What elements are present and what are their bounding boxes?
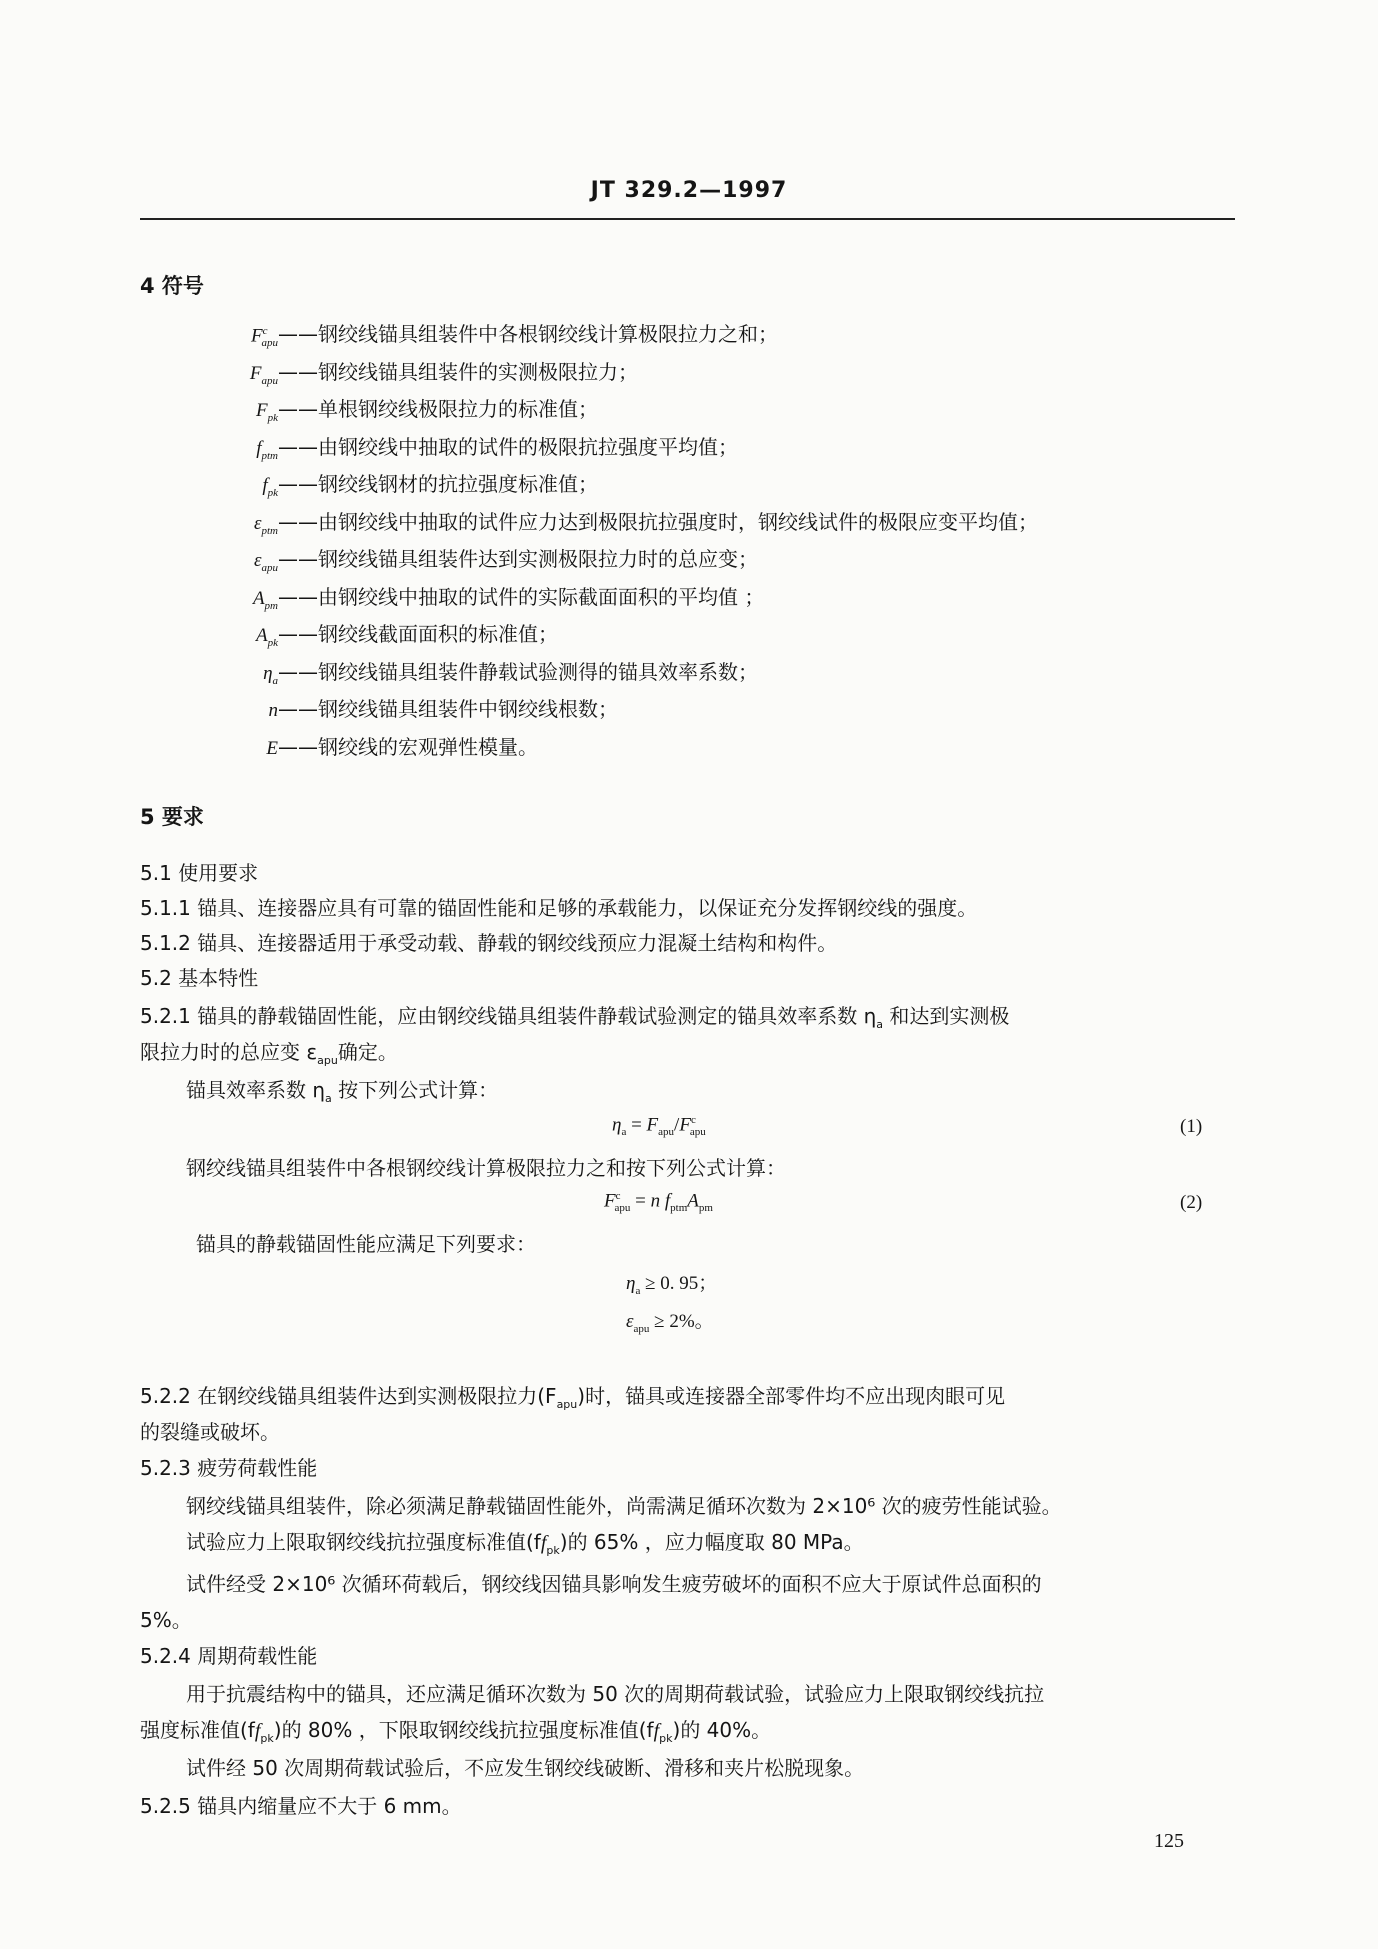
symbol-row [140,618,558,649]
equation-2: $F^c_{apu} = n$ $f_{ptm}A_{pm}$ [604,1190,713,1215]
symbol-description: ——钢绞线锚具组装件的实测极限拉力； [278,359,638,384]
symbol-description: ——由钢绞线中抽取的试件应力达到极限抗拉强度时，钢绞线试件的极限应变平均值； [278,509,1038,534]
clause-5-2-1-line1: 5.2.1 锚具的静载锚固性能，应由钢绞线锚具组装件静载试验测定的锚具效率系数 $\eta_a$ 和达到实测极 [140,1004,1010,1031]
clause-5-2-5: 5.2.5 锚具内缩量应不大于 6 mm。 [140,1794,462,1818]
header-rule [140,218,1235,220]
symbol-term: $A_{pk}$ [256,625,278,649]
symbol-row [140,543,758,574]
clause-5-2-4-para1: 用于抗震结构中的锚具，还应满足循环次数为 50 次的周期荷载试验，试验应力上限取钢绞线抗拉 [186,1682,1045,1706]
clause-5-1-2: 5.1.2 锚具、连接器适用于承受动载、静载的钢绞线预应力混凝土结构和构件。 [140,931,838,955]
symbol-term: $F_{pk}$ [256,400,278,424]
standard-code-header: JT 329.2—1997 [590,178,788,203]
symbol-row [140,581,764,612]
clause-5-2-3-para2: 试验应力上限取钢绞线抗拉强度标准值$(ff_{pk})$的 65% ，应力幅度取 80 MPa。 [186,1530,864,1557]
symbol-description: ——单根钢绞线极限拉力的标准值； [278,397,598,421]
section-5-title: 5 要求 [140,805,204,829]
clause-5-2-1-line2: 限拉力时的总应变 $\varepsilon_{apu}$确定。 [140,1040,398,1067]
symbol-term: $F^c_{apu}$ [251,324,278,349]
symbol-description: ——由钢绞线中抽取的试件的极限抗拉强度平均值； [278,434,738,459]
symbol-description: ——钢绞线钢材的抗拉强度标准值； [278,472,598,496]
symbol-description: ——钢绞线的宏观弹性模量。 [278,734,538,759]
symbol-term: $F_{apu}$ [249,362,278,387]
clause-5-2-4: 5.2.4 周期荷载性能 [140,1644,318,1668]
section-4-title: 4 符号 [140,274,204,298]
symbol-description: ——钢绞线锚具组装件达到实测极限拉力时的总应变； [278,547,758,571]
symbol-description: ——由钢绞线中抽取的试件的实际截面面积的平均值 ； [278,584,765,609]
symbol-row [140,431,738,462]
clause-5-2-3-para3-end: 5%。 [140,1608,192,1632]
symbol-row [140,693,618,722]
clause-5-1: 5.1 使用要求 [140,861,259,885]
clause-5-2-2-line2: 的裂缝或破坏。 [140,1420,280,1444]
clause-5-2-3-para3: 试件经受 2×10⁶ 次循环荷载后，钢绞线因锚具影响发生疲劳破坏的面积不应大于原试件总面积的 [186,1572,1042,1596]
symbol-description: ——钢绞线锚具组装件中钢绞线根数； [278,697,618,721]
symbol-row [140,656,758,687]
symbol-row [140,731,538,760]
symbol-description: ——钢绞线锚具组装件静载试验测得的锚具效率系数； [278,659,758,684]
symbol-row [140,356,638,387]
symbol-term: $f_{pk}$ [262,475,278,499]
symbol-row [140,318,778,349]
equation-1-number: (1) [1180,1116,1203,1137]
symbol-term: n [268,700,278,721]
clause-5-2-4-para2: 试件经 50 次周期荷载试验后，不应发生钢绞线破断、滑移和夹片松脱现象。 [186,1756,865,1780]
symbol-term: $\varepsilon_{apu}$ [254,550,278,574]
symbol-description: ——钢绞线锚具组装件中各根钢绞线计算极限拉力之和； [278,322,778,346]
symbol-term: $\varepsilon_{ptm}$ [254,512,278,537]
clause-5-2-4-para1-line2: 强度标准值$(ff_{pk})$的 80% ，下限取钢绞线抗拉强度标准值$(ff_{pk})$的 40%。 [140,1718,772,1745]
eq1-intro: 锚具效率系数 $\eta_a$ 按下列公式计算： [186,1078,499,1105]
symbol-term: $\eta_a$ [263,662,278,687]
symbol-description: ——钢绞线截面面积的标准值； [278,622,558,646]
symbol-row [140,506,1038,537]
requirements-intro: 锚具的静载锚固性能应满足下列要求： [196,1232,536,1256]
eq2-intro: 钢绞线锚具组装件中各根钢绞线计算极限拉力之和按下列公式计算： [186,1156,786,1180]
clause-5-2-2-line1: 5.2.2 在钢绞线锚具组装件达到实测极限拉力$(F_{apu})$时，锚具或连接器全部零件均不应出现肉眼可见 [140,1384,1006,1411]
symbol-row [140,468,598,499]
requirement-epsilon: $\varepsilon_{apu} \ge 2\%$。 [626,1311,714,1335]
clause-5-1-1: 5.1.1 锚具、连接器应具有可靠的锚固性能和足够的承载能力，以保证充分发挥钢绞线的强度。 [140,896,978,920]
equation-1: $\eta_a = F_{apu}/F^c_{apu}$ [612,1114,706,1139]
clause-5-2-3-para1: 钢绞线锚具组装件，除必须满足静载锚固性能外，尚需满足循环次数为 2×10⁶ 次的疲劳性能试验。 [186,1494,1062,1518]
requirement-eta: $\eta_a \ge 0$. 95； [626,1273,718,1297]
page-number: 125 [1154,1830,1184,1852]
symbol-row [140,393,598,424]
equation-2-number: (2) [1180,1192,1203,1213]
clause-5-2-3: 5.2.3 疲劳荷载性能 [140,1456,318,1480]
symbol-term: E [266,737,278,759]
symbol-term: $A_{pm}$ [252,587,278,612]
symbol-term: $f_{ptm}$ [256,437,278,462]
clause-5-2: 5.2 基本特性 [140,966,259,990]
